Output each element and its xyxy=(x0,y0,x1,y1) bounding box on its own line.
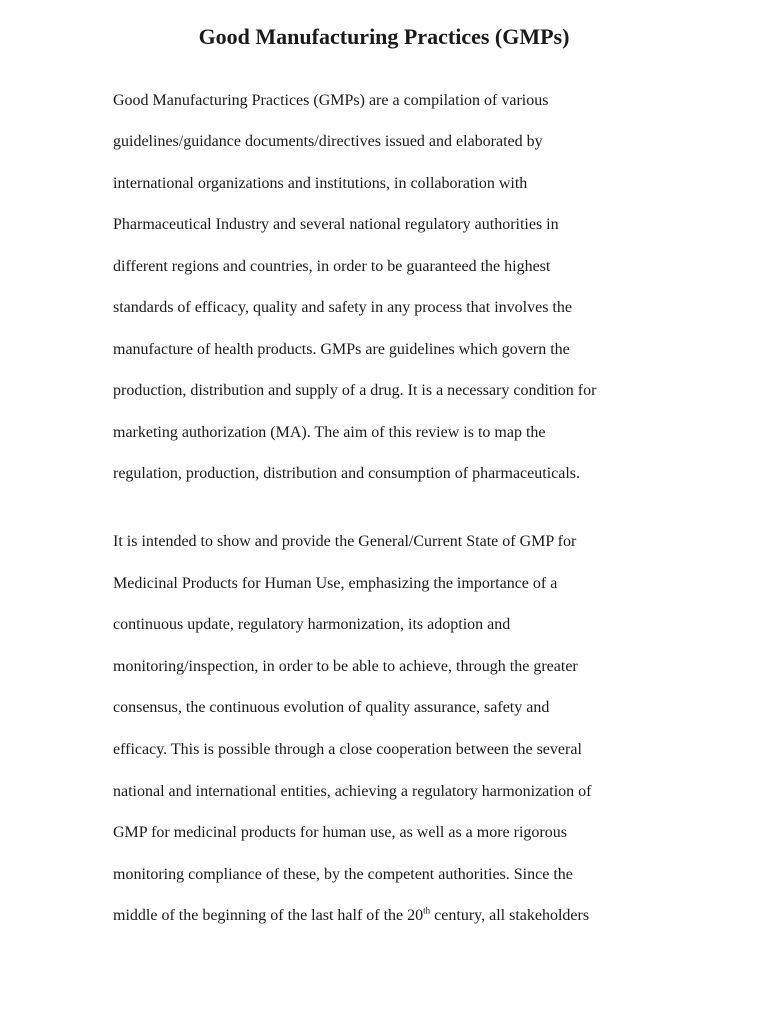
paragraph-line: marketing authorization (MA). The aim of this review is to map the xyxy=(113,424,546,441)
paragraph-line: efficacy. This is possible through a close cooperation between the several xyxy=(113,741,582,758)
line-text: middle of the beginning of the last half of the 20 xyxy=(113,907,424,924)
document-title: Good Manufacturing Practices (GMPs) xyxy=(198,24,570,49)
paragraph-line: production, distribution and supply of a drug. It is a necessary condition for xyxy=(113,382,597,399)
paragraph-line: GMP for medicinal products for human use, as well as a more rigorous xyxy=(113,824,567,841)
paragraph-line: continuous update, regulatory harmonization, its adoption and xyxy=(113,616,511,633)
line-text: century, all stakeholders xyxy=(430,907,590,924)
paragraph-line: different regions and countries, in order to be guaranteed the highest xyxy=(113,258,551,275)
superscript: th xyxy=(423,905,431,916)
paragraph-line: consensus, the continuous evolution of quality assurance, safety and xyxy=(113,699,550,716)
paragraph-line: standards of efficacy, quality and safety in any process that involves the xyxy=(113,299,572,316)
paragraph-line: Medicinal Products for Human Use, emphasizing the importance of a xyxy=(113,575,558,592)
paragraph-line: national and international entities, achieving a regulatory harmonization of xyxy=(113,783,592,800)
paragraph-line: monitoring compliance of these, by the competent authorities. Since the xyxy=(113,866,573,883)
paragraph-line: manufacture of health products. GMPs are guidelines which govern the xyxy=(113,341,570,358)
paragraph-line: Pharmaceutical Industry and several national regulatory authorities in xyxy=(113,216,559,233)
paragraph-line: guidelines/guidance documents/directives issued and elaborated by xyxy=(113,133,543,150)
paragraph-line: international organizations and institutions, in collaboration with xyxy=(113,175,528,192)
paragraph-line: monitoring/inspection, in order to be able to achieve, through the greater xyxy=(113,658,578,675)
paragraph-line xyxy=(113,905,589,927)
paragraph-line: Good Manufacturing Practices (GMPs) are a compilation of various xyxy=(113,92,549,109)
paragraph-line: It is intended to show and provide the General/Current State of GMP for xyxy=(113,533,577,550)
paragraph-line: regulation, production, distribution and consumption of pharmaceuticals. xyxy=(113,465,581,482)
